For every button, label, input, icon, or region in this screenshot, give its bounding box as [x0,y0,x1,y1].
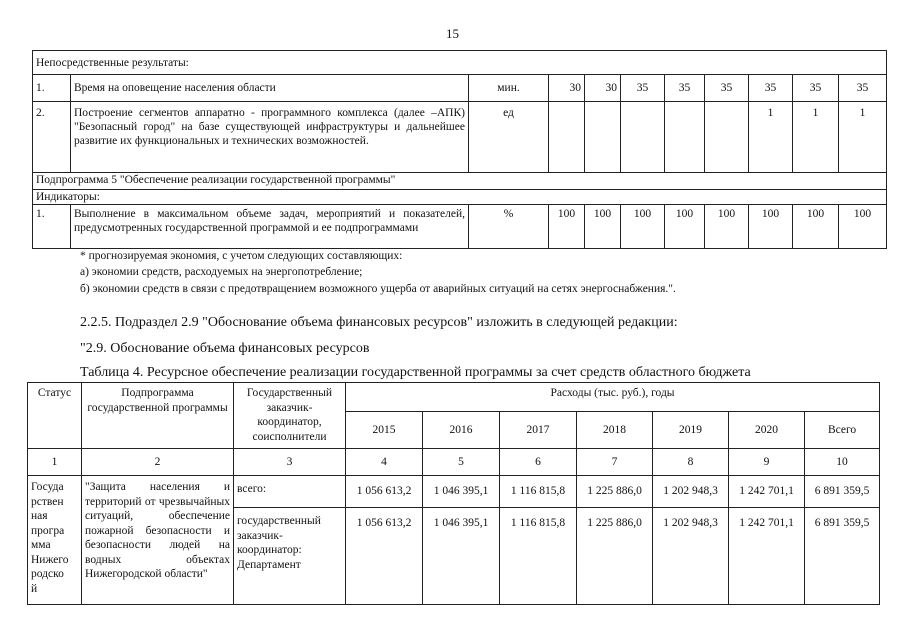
unit: мин. [469,75,549,102]
indicator-name: Выполнение в максимальном объеме задач, мероприятий и показателей, предусмотренных государственной программой и ее подпрограммами [71,205,469,249]
status-text: Государственная программа Нижегородской [31,481,69,595]
year-header: 2020 [729,412,805,449]
value-cell: 1 202 948,3 [653,476,729,508]
value-cell: 1 202 948,3 [653,508,729,605]
value-cell: 35 [705,75,749,102]
value-cell: 30 [585,75,621,102]
row-number: 1. [33,75,71,102]
value-cell: 100 [549,205,585,249]
status-cell [28,476,82,605]
value-cell: 1 225 886,0 [577,476,653,508]
column-number: 1 [28,449,82,476]
value-cell: 35 [839,75,887,102]
column-number-row [28,449,880,476]
value-cell [585,102,621,173]
column-number: 7 [577,449,653,476]
value-cell: 100 [839,205,887,249]
note-line: а) экономии средств, расходуемых на энергопотребление; [80,266,363,278]
note-line: * прогнозируемая экономия, с учетом следующих составляющих: [80,250,403,262]
section-heading: "2.9. Обоснование объема финансовых ресурсов [80,341,370,356]
value-cell: 1 242 701,1 [729,508,805,605]
year-header: 2017 [500,412,577,449]
immediate-results-header: Непосредственные результаты: [33,51,887,75]
customer-label: государственный заказчик-координатор: Департамент [234,508,346,605]
value-cell: 35 [749,75,793,102]
value-cell: 100 [665,205,705,249]
table-caption: Таблица 4. Ресурсное обеспечение реализации государственной программы за счет средств областного бюджета [80,365,751,380]
total-label: всего: [234,476,346,508]
value-cell: 100 [585,205,621,249]
value-cell: 100 [705,205,749,249]
table-row [33,102,887,173]
page-number: 15 [446,26,459,41]
value-cell: 6 891 359,5 [805,508,880,605]
row-number: 2. [33,102,71,173]
row-number: 1. [33,205,71,249]
value-cell [705,102,749,173]
header-expenses: Расходы (тыс. руб.), годы [346,383,880,412]
indicators-table [32,50,887,249]
resource-table [27,382,880,605]
value-cell: 35 [665,75,705,102]
value-cell: 30 [549,75,585,102]
value-cell: 1 046 395,1 [423,476,500,508]
value-cell: 6 891 359,5 [805,476,880,508]
value-cell: 1 [749,102,793,173]
subprogram-5-header: Подпрограмма 5 "Обеспечение реализации государственной программы" [33,173,887,190]
value-cell: 1 [839,102,887,173]
column-number: 4 [346,449,423,476]
table-row [33,75,887,102]
unit: ед [469,102,549,173]
header-customer: Государственный заказчик-координатор, соисполнители [234,383,346,449]
column-number: 8 [653,449,729,476]
value-cell: 1 225 886,0 [577,508,653,605]
amendment-paragraph: 2.2.5. Подраздел 2.9 "Обоснование объема финансовых ресурсов" изложить в следующей редакции: [80,315,678,330]
header-status: Статус [28,383,82,449]
value-cell: 35 [621,75,665,102]
value-cell: 1 116 815,8 [500,508,577,605]
value-cell [665,102,705,173]
year-header: 2015 [346,412,423,449]
table-row [33,205,887,249]
year-header: 2016 [423,412,500,449]
column-number: 9 [729,449,805,476]
year-header: 2019 [653,412,729,449]
value-cell: 1 242 701,1 [729,476,805,508]
year-header: 2018 [577,412,653,449]
subprogram-name: "Защита населения и территорий от чрезвычайных ситуаций, обеспечение пожарной безопасности и безопасности людей на водных объектах Нижегородской области" [82,476,234,605]
value-cell: 100 [793,205,839,249]
value-cell: 1 116 815,8 [500,476,577,508]
value-cell: 1 056 613,2 [346,508,423,605]
value-cell: 1 [793,102,839,173]
column-number: 3 [234,449,346,476]
value-cell: 100 [749,205,793,249]
indicator-name: Время на оповещение населения области [71,75,469,102]
year-header: Всего [805,412,880,449]
value-cell: 1 046 395,1 [423,508,500,605]
indicator-name: Построение сегментов аппаратно - программного комплекса (далее –АПК) "Безопасный город" на базе существующей инфраструктуры и дальнейшее развитие их функциональных и технических возможностей. [71,102,469,173]
note-line: б) экономии средств в связи с предотвращением возможного ущерба от аварийных ситуаций на сетях энергоснабжения.". [80,283,676,295]
column-number: 5 [423,449,500,476]
column-number: 6 [500,449,577,476]
column-number: 2 [82,449,234,476]
value-cell [549,102,585,173]
value-cell: 100 [621,205,665,249]
indicators-header: Индикаторы: [33,190,887,205]
column-number: 10 [805,449,880,476]
value-cell [621,102,665,173]
table-row [28,476,880,508]
header-subprogram: Подпрограмма государственной программы [82,383,234,449]
value-cell: 35 [793,75,839,102]
unit: % [469,205,549,249]
value-cell: 1 056 613,2 [346,476,423,508]
